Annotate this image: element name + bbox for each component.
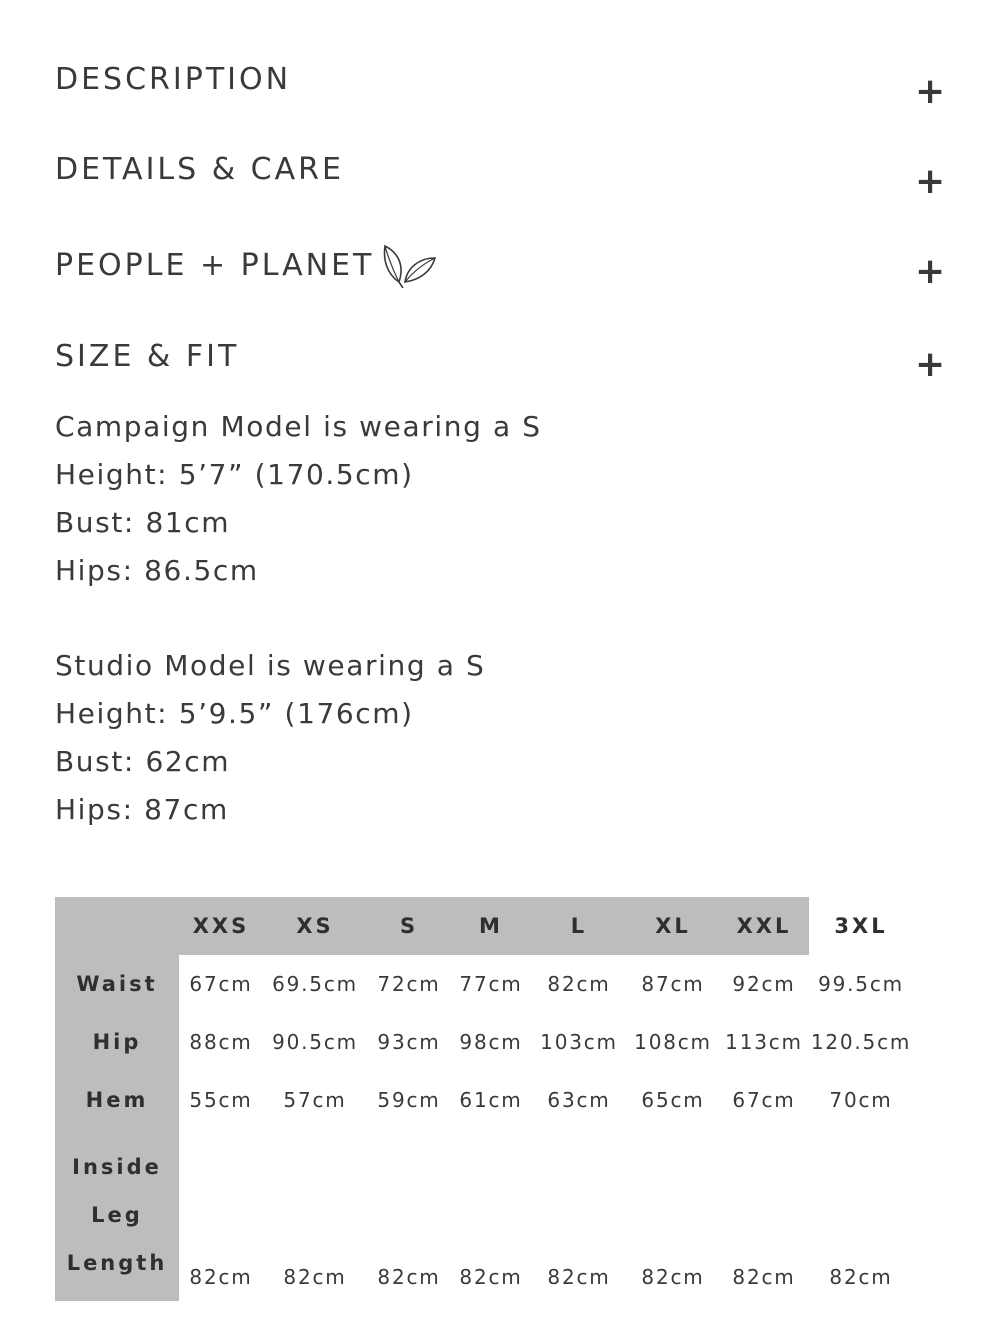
table-cell: 92cm [732, 972, 796, 996]
size-column-header: XL [627, 897, 719, 955]
accordion-title: DETAILS & CARE [55, 152, 344, 187]
campaign-model-info [55, 403, 542, 595]
table-cell: 67cm [732, 1088, 796, 1112]
size-chart-table [55, 897, 913, 1301]
size-column-header: M [451, 897, 531, 955]
size-column-header: L [531, 897, 627, 955]
table-cell: 82cm [829, 1265, 893, 1289]
accordion-title: SIZE & FIT [55, 339, 240, 374]
table-cell: 82cm [283, 1265, 347, 1289]
plus-icon[interactable]: + [915, 161, 946, 202]
campaign-model-size: Campaign Model is wearing a S [55, 410, 542, 443]
row-label-line: Leg [91, 1203, 143, 1227]
table-cell: 120.5cm [810, 1030, 912, 1054]
table-row-hip [55, 1013, 913, 1071]
size-header-row [55, 897, 913, 955]
accordion-size-fit[interactable] [55, 339, 945, 399]
table-row-hem [55, 1071, 913, 1129]
accordion-description[interactable] [55, 62, 945, 122]
studio-model-hips: Hips: 87cm [55, 793, 229, 826]
table-cell: 72cm [377, 972, 441, 996]
table-row-waist [55, 955, 913, 1013]
campaign-model-bust: Bust: 81cm [55, 506, 231, 539]
accordion-title: PEOPLE + PLANET [55, 248, 375, 283]
row-label-line: Inside [72, 1155, 162, 1179]
row-label: Hip [55, 1013, 179, 1071]
table-cell: 57cm [283, 1088, 347, 1112]
campaign-model-hips: Hips: 86.5cm [55, 554, 259, 587]
table-cell: 98cm [459, 1030, 523, 1054]
leaf-icon [381, 242, 437, 292]
table-cell: 82cm [732, 1265, 796, 1289]
table-cell: 63cm [547, 1088, 611, 1112]
table-cell: 113cm [725, 1030, 803, 1054]
table-cell: 65cm [641, 1088, 705, 1112]
size-column-header: XXS [179, 897, 263, 955]
size-column-header: XXL [719, 897, 809, 955]
row-label-line: Length [66, 1251, 168, 1275]
studio-model-size: Studio Model is wearing a S [55, 649, 486, 682]
table-cell: 59cm [377, 1088, 441, 1112]
table-cell: 103cm [540, 1030, 618, 1054]
accordion-title: DESCRIPTION [55, 62, 292, 97]
plus-icon[interactable]: + [915, 71, 946, 112]
row-label [55, 1129, 179, 1301]
accordion-people-planet[interactable] [55, 248, 945, 308]
row-label: Hem [55, 1071, 179, 1129]
table-cell: 70cm [829, 1088, 893, 1112]
table-cell: 88cm [189, 1030, 253, 1054]
table-cell: 90.5cm [272, 1030, 358, 1054]
table-cell: 67cm [189, 972, 253, 996]
table-cell: 93cm [377, 1030, 441, 1054]
table-cell: 82cm [641, 1265, 705, 1289]
table-cell: 69.5cm [272, 972, 358, 996]
campaign-model-height: Height: 5’7” (170.5cm) [55, 458, 414, 491]
studio-model-info [55, 642, 485, 834]
table-cell: 82cm [189, 1265, 253, 1289]
table-cell: 108cm [634, 1030, 712, 1054]
row-label: Waist [55, 955, 179, 1013]
table-cell: 87cm [641, 972, 705, 996]
table-cell: 82cm [547, 972, 611, 996]
size-column-header: XS [263, 897, 367, 955]
size-column-header: S [367, 897, 451, 955]
accordion-details-care[interactable] [55, 152, 945, 212]
table-cell: 77cm [459, 972, 523, 996]
table-row-inside-leg-length [55, 1129, 913, 1301]
table-cell: 82cm [459, 1265, 523, 1289]
table-cell: 82cm [547, 1265, 611, 1289]
table-cell: 99.5cm [818, 972, 904, 996]
studio-model-bust: Bust: 62cm [55, 745, 231, 778]
plus-icon[interactable]: + [915, 251, 946, 292]
table-cell: 55cm [189, 1088, 253, 1112]
size-column-header: 3XL [809, 897, 913, 955]
table-cell: 82cm [377, 1265, 441, 1289]
studio-model-height: Height: 5’9.5” (176cm) [55, 697, 414, 730]
size-header-corner [55, 897, 179, 955]
table-cell: 61cm [459, 1088, 523, 1112]
plus-icon[interactable]: + [915, 344, 946, 385]
